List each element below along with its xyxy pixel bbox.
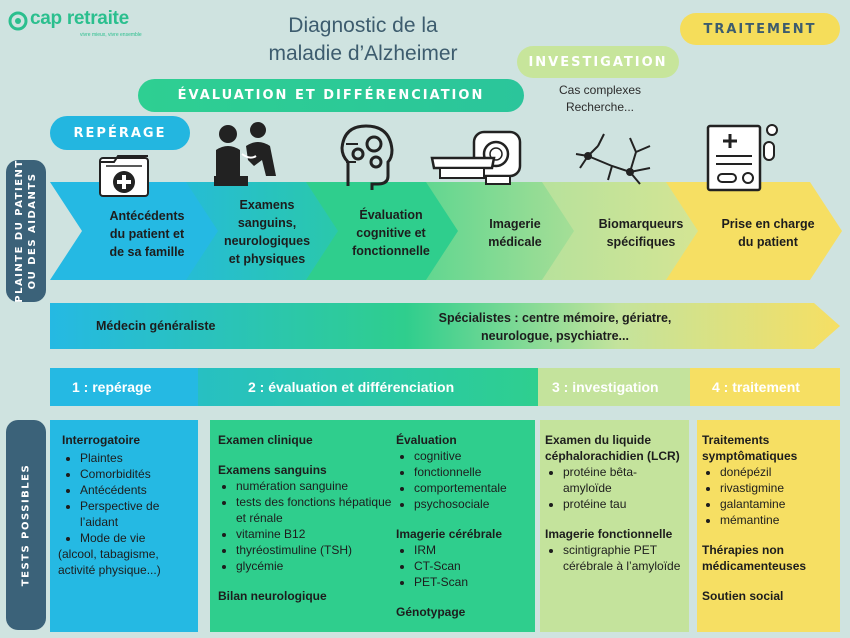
band-left-label: Médecin généraliste [96,319,216,333]
investigation-sub-line: Recherche... [565,100,635,114]
stage-3: 3 : investigation [538,368,690,406]
tests-evaluation [210,420,535,632]
step-line: fonctionnelle [352,244,430,258]
tests-evaluation-right [396,432,531,620]
tests-heading: Interrogatoire [62,433,141,447]
tests-heading: Examen clinique [218,433,313,447]
list-item: • fonctionnelle [414,464,531,480]
tests-note: (alcool, tabagisme, activité physique...) [58,547,161,577]
phase-evaluation: ÉVALUATION ET DIFFÉRENCIATION [138,79,524,112]
step-1-label [92,207,202,261]
folder-medical-icon [96,150,152,200]
step-line: Antécédents [109,209,185,223]
step-line: médicale [488,235,542,249]
tests-evaluation-left [218,432,396,604]
list-item: • donépézil [720,464,832,480]
tests-traitement [697,420,840,632]
tests-heading: Imagerie fonctionnelle [545,527,673,541]
tests-heading: Thérapies non médicamenteuses [702,543,807,573]
phase-traitement: TRAITEMENT [680,13,840,45]
step-line: Examens [239,198,295,212]
stage-1: 1 : repérage [50,368,198,406]
list-item: • vitamine B12 [236,526,396,542]
side-label-tests [6,420,46,630]
tests-heading: Examens sanguins [218,463,327,477]
list-item: • thyréostimuline (TSH) [236,542,396,558]
step-3-label [336,206,446,260]
phase-investigation: INVESTIGATION [517,46,679,78]
list-item: • Perspective de l’aidant [80,498,190,530]
stage-2: 2 : évaluation et différenciation [198,368,538,406]
list-item: • glycémie [236,558,396,574]
list-item: • Antécédents [80,482,190,498]
mri-scanner-icon [430,128,524,188]
tests-heading: Traitements symptômatiques [702,433,798,463]
doctor-patient-icon [210,120,280,192]
step-line: du patient [738,235,798,249]
side-label-line: PLAINTE DU PATIENT [14,159,25,303]
list-item: • protéine tau [563,496,681,512]
list-item: • psychosociale [414,496,531,512]
tests-heading: Soutien social [702,589,784,603]
step-line: Prise en charge [721,217,815,231]
step-4-label [460,215,570,251]
list-item: • protéine bêta-amyloïde [563,464,681,496]
list-item: • Mode de vie [80,530,190,546]
list-item: • scintigraphie PET cérébrale à l’amyloïde [563,542,681,574]
step-line: neurologiques [223,234,311,248]
band-right-label [425,309,685,345]
neuron-icon [568,128,656,190]
list-item: • Plaintes [80,450,190,466]
tests-heading: Génotypage [396,605,466,619]
list-item: • Comorbidités [80,466,190,482]
band-right-line: Spécialistes : centre mémoire, gériatre, [438,311,672,325]
tests-heading: Évaluation [396,433,457,447]
step-6-label [708,215,828,251]
phase-reperage: REPÉRAGE [50,116,190,150]
list-item: • mémantine [720,512,832,528]
list-item: • numération sanguine [236,478,396,494]
logo [8,8,158,42]
list-item: • CT-Scan [414,558,531,574]
logo-tagline: vivre mieux, vivre ensemble [80,32,142,38]
step-line: et physiques [228,252,306,266]
tests-reperage [50,420,198,632]
brain-head-icon [336,122,398,190]
step-line: du patient et [109,227,185,241]
list-item: • rivastigmine [720,480,832,496]
side-label-plainte [6,160,46,302]
list-item: • tests des fonctions hépatique et rénale [236,494,396,526]
tests-heading: Bilan neurologique [218,589,327,603]
band-right-line: neurologue, psychiatre... [481,329,629,343]
step-line: Imagerie [489,217,541,231]
tests-heading: Examen du liquide céphalorachidien (LCR) [545,433,680,463]
tests-heading: Imagerie cérébrale [396,527,503,541]
list-item: • cognitive [414,448,531,464]
tests-list [396,542,531,590]
step-line: Biomarqueurs [598,217,684,231]
list-item: • IRM [414,542,531,558]
step-line: cognitive et [356,226,426,240]
stage-4: 4 : traitement [690,368,840,406]
list-item: • PET-Scan [414,574,531,590]
tests-list [702,464,832,528]
investigation-sub-line: Cas complexes [558,83,642,97]
list-item: • comportementale [414,480,531,496]
tests-investigation [540,420,689,632]
tests-list [545,464,681,512]
step-2-label [212,196,322,268]
tests-list [62,450,190,546]
list-item: • galantamine [720,496,832,512]
step-line: sanguins, [237,216,297,230]
step-line: Évaluation [359,208,423,222]
tests-list [218,478,396,574]
logo-mark-icon [8,11,28,31]
title-line-2: maladie d’Alzheimer [268,42,458,65]
step-line: de sa famille [109,245,185,259]
step-5-label [586,215,696,251]
title-line-1: Diagnostic de la [288,14,438,37]
page-title [232,12,494,68]
logo-name: cap retraite [30,8,129,29]
side-label-tests-text: TESTS POSSIBLES [20,463,32,587]
tests-list [396,448,531,512]
prescription-icon [700,120,782,196]
tests-list [545,542,681,574]
step-line: spécifiques [606,235,676,249]
investigation-subtitle [545,82,655,116]
side-label-line: OU DES AIDANTS [27,172,38,290]
